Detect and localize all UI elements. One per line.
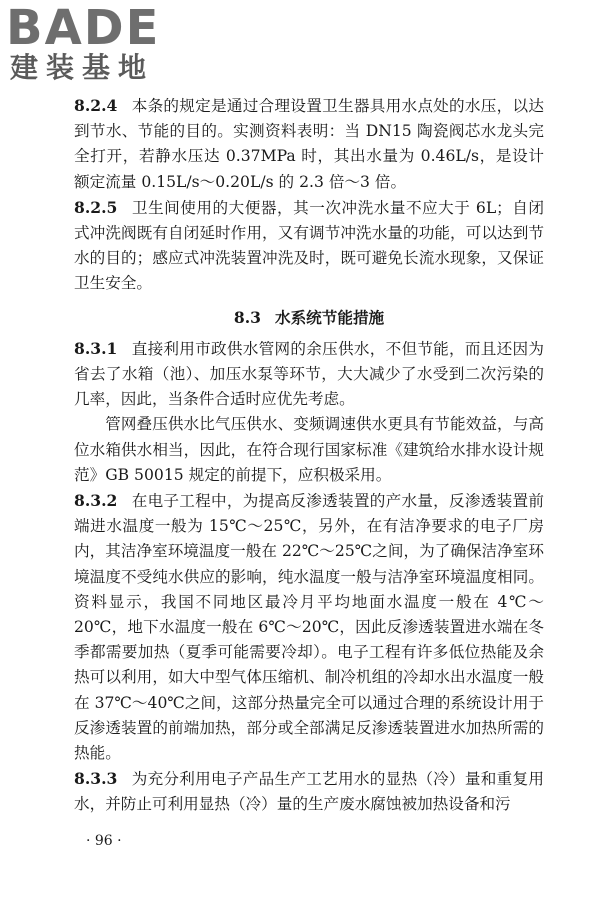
logo-subtitle: 建装基地 [10, 51, 155, 84]
clause-8-3-1-continued [74, 412, 544, 488]
clause-8-2-4 [74, 93, 544, 195]
page-number: · 96 · [86, 833, 122, 849]
clause-text: 直接利用市政供水管网的余压供水，不但节能，而且还因为省去了水箱（池）、加压水泵等环节，大大减少了水受到二次污染的几率，因此，当条件合适时应优先考虑。 [74, 339, 544, 409]
clause-text: 本条的规定是通过合理设置卫生器具用水点处的水压，以达到节水、节能的目的。实测资料表明：当 DN15 陶瓷阀芯水龙头完全打开，若静水压达 0.37MPa 时，其出水量为 0.46L/s，是设计额定流量 0.15L/s～0.20L/s 的 2.3 倍～3 倍。 [74, 97, 544, 191]
clause-text: 管网叠压供水比气压供水、变频调速供水更具有节能效益，与高位水箱供水相当，因此，在符合现行国家标准《建筑给水排水设计规范》GB 50015 规定的前提下，应积极采用。 [74, 415, 544, 484]
section-heading [74, 305, 544, 330]
clause-number: 8.3.2 [74, 491, 118, 511]
clause-number: 8.3.3 [74, 769, 118, 789]
clause-text: 为充分利用电子产品生产工艺用水的显热（冷）量和重复用水，并防止可利用显热（冷）量的生产废水腐蚀被加热设备和污 [74, 770, 544, 814]
document-body [74, 93, 544, 818]
clause-8-2-5 [74, 195, 544, 297]
clause-number: 8.3.1 [74, 338, 118, 358]
clause-8-3-1 [74, 336, 544, 413]
clause-8-3-2 [74, 488, 544, 766]
clause-number: 8.2.5 [74, 197, 118, 217]
clause-number: 8.2.4 [74, 96, 118, 115]
logo-wordmark: BADE [6, 0, 161, 56]
clause-text: 在电子工程中，为提高反渗透装置的产水量，反渗透装置前端进水温度一般为 15℃～25℃，另外，在有洁净要求的电子厂房内，其洁净室环境温度一般在 22℃～25℃之间，为了确保洁净室环境温度不受纯水供应的影响，纯水温度一般与洁净室环境温度相同。资料显示，我国不同地区最冷月平均地面水温度一般在 4℃～20℃，地下水温度一般在 6℃～20℃，因此反渗透装置进水端在冬季都需要加热（夏季可能需要冷却）。电子工程有许多低位热能及余热可以利用，如大中型气体压缩机、制冷机组的冷却水出水温度一般在 37℃～40℃之间，这部分热量完全可以通过合理的系统设计用于反渗透装置的前端加热，部分或全部满足反渗透装置进水加热所需的热能。 [74, 492, 544, 763]
clause-8-3-3 [74, 766, 544, 817]
section-title: 水系统节能措施 [274, 307, 385, 327]
section-number: 8.3 [233, 307, 261, 327]
bade-logo [6, 2, 186, 88]
clause-text: 卫生间使用的大便器，其一次冲洗水量不应大于 6L；自闭式冲洗阀既有自闭延时作用，又有调节冲洗水量的功能，可以达到节水的目的；感应式冲洗装置冲洗及时，既可避免长流水现象，又保证卫生安全。 [74, 198, 544, 293]
